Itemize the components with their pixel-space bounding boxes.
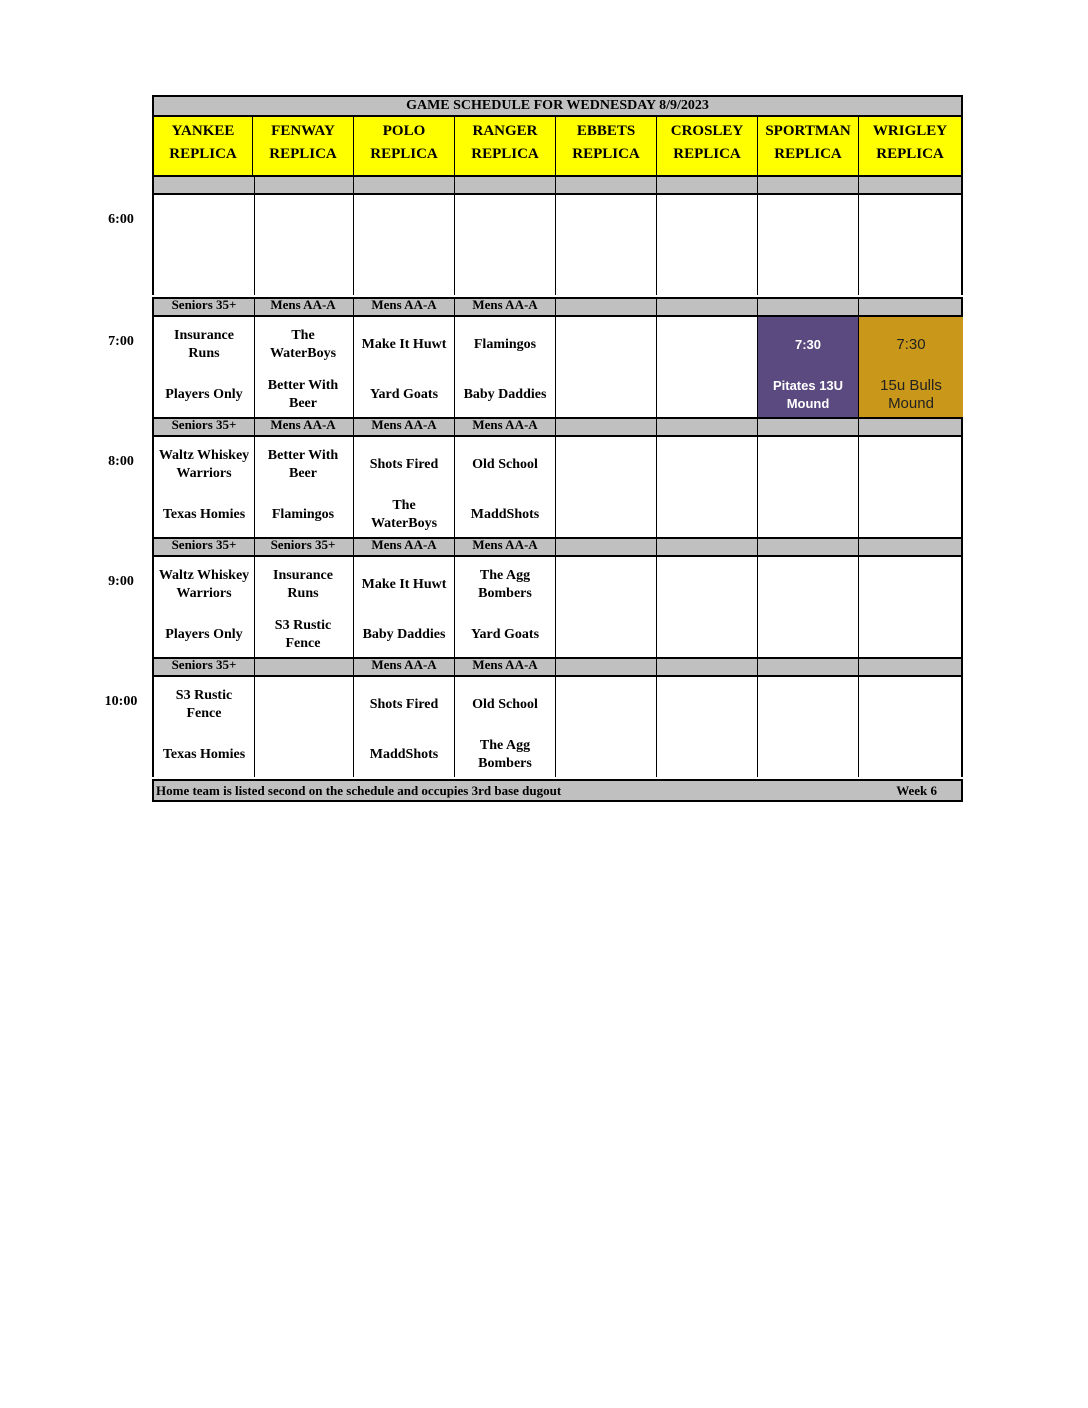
field-header-7 <box>859 117 963 175</box>
team-name: Better With Beer <box>267 378 339 411</box>
home-team <box>859 615 963 655</box>
away-team <box>154 203 254 243</box>
home-team <box>455 253 555 293</box>
time-label: 6:00 <box>108 212 134 227</box>
division-label <box>657 419 758 435</box>
division-row <box>152 297 963 317</box>
away-team <box>253 325 353 365</box>
home-team <box>657 375 757 415</box>
division-label <box>556 419 657 435</box>
footer-note: Home team is listed second on the schedule and occupies 3rd base dugout <box>156 783 562 798</box>
game-cell <box>657 557 758 657</box>
division-label: Mens AA-A <box>354 659 455 675</box>
game-cell <box>354 317 455 417</box>
home-team <box>253 495 353 535</box>
game-cell <box>154 317 255 417</box>
away-team <box>154 565 254 605</box>
division-label: Mens AA-A <box>455 539 556 555</box>
division-row <box>152 537 963 557</box>
division-label <box>154 177 255 193</box>
footer-bar <box>152 779 963 802</box>
team-name: Baby Daddies <box>463 387 547 402</box>
home-team <box>455 615 555 655</box>
team-name: The Agg Bombers <box>478 738 532 771</box>
home-team <box>556 735 656 775</box>
team-name: The WaterBoys <box>370 498 438 531</box>
away-team <box>354 565 454 605</box>
away-team <box>154 685 254 725</box>
division-label: Mens AA-A <box>455 659 556 675</box>
home-team <box>354 495 454 535</box>
home-team <box>758 615 858 655</box>
team-name: Yard Goats <box>369 387 439 402</box>
team-name: Insurance Runs <box>174 328 234 361</box>
game-cell <box>556 557 657 657</box>
division-label <box>859 539 963 555</box>
away-team <box>657 445 757 485</box>
game-cell <box>657 195 758 295</box>
team-name: MaddShots <box>470 507 540 522</box>
game-cell <box>354 557 455 657</box>
division-label <box>859 299 963 315</box>
game-cell <box>859 195 963 295</box>
field-name: POLO <box>382 123 426 139</box>
game-cell <box>253 195 354 295</box>
home-team <box>253 615 353 655</box>
away-team <box>253 445 353 485</box>
team-name: Insurance Runs <box>273 568 333 601</box>
home-team <box>253 253 353 293</box>
home-team <box>556 253 656 293</box>
division-row <box>152 175 963 195</box>
division-label: Seniors 35+ <box>154 419 255 435</box>
home-team <box>657 495 757 535</box>
game-cell <box>455 317 556 417</box>
field-name: CROSLEY <box>670 123 744 139</box>
week-label: Week 6 <box>896 783 937 798</box>
division-label: Mens AA-A <box>253 419 354 435</box>
team-name: 15u Bulls Mound <box>880 377 942 412</box>
division-label: Mens AA-A <box>455 299 556 315</box>
away-team <box>657 685 757 725</box>
division-label <box>253 177 354 193</box>
division-label <box>758 177 859 193</box>
team-name: Pitates 13U Mound <box>772 378 844 411</box>
game-cell <box>657 677 758 777</box>
division-label: Mens AA-A <box>455 419 556 435</box>
field-header-6 <box>758 117 859 175</box>
team-name: Flamingos <box>271 507 335 522</box>
team-name: 7:30 <box>896 336 926 353</box>
time-slot-block <box>152 677 963 777</box>
game-cell <box>253 557 354 657</box>
field-header-1 <box>253 117 354 175</box>
away-team <box>859 445 963 485</box>
field-name: YANKEE <box>171 123 235 139</box>
division-row <box>152 657 963 677</box>
field-sub: REPLICA <box>572 146 640 162</box>
field-sub: REPLICA <box>774 146 842 162</box>
field-header-2 <box>354 117 455 175</box>
home-team <box>758 253 858 293</box>
game-cell <box>154 557 255 657</box>
home-team <box>455 495 555 535</box>
field-sub: REPLICA <box>370 146 438 162</box>
division-label <box>455 177 556 193</box>
away-team <box>354 445 454 485</box>
game-cell <box>556 437 657 537</box>
home-team <box>859 735 963 775</box>
division-label <box>758 539 859 555</box>
division-label <box>758 419 859 435</box>
home-team <box>758 495 858 535</box>
team-name: Old School <box>472 697 538 712</box>
field-header-3 <box>455 117 556 175</box>
team-name: The Agg Bombers <box>478 568 532 601</box>
home-team <box>657 253 757 293</box>
game-cell <box>354 195 455 295</box>
division-label: Mens AA-A <box>354 419 455 435</box>
away-team <box>556 565 656 605</box>
time-slot-block <box>152 195 963 295</box>
away-team <box>556 203 656 243</box>
division-label <box>758 299 859 315</box>
home-team <box>253 375 353 415</box>
game-cell <box>253 677 354 777</box>
field-sub: REPLICA <box>269 146 337 162</box>
division-label <box>859 419 963 435</box>
game-cell <box>758 317 859 417</box>
division-label <box>859 177 963 193</box>
home-team <box>758 735 858 775</box>
division-label <box>253 659 354 675</box>
game-cell <box>859 317 963 417</box>
time-label: 7:00 <box>108 334 134 349</box>
field-name: EBBETS <box>576 123 636 139</box>
team-name: Make It Huwt <box>361 337 447 352</box>
game-cell <box>455 557 556 657</box>
time-label: 8:00 <box>108 454 134 469</box>
team-name: Flamingos <box>473 337 537 352</box>
away-team <box>556 445 656 485</box>
field-name: RANGER <box>472 123 538 139</box>
away-team <box>253 565 353 605</box>
team-name: Make It Huwt <box>361 577 447 592</box>
team-name: The WaterBoys <box>269 328 337 361</box>
game-cell <box>455 437 556 537</box>
team-name: Shots Fired <box>369 697 439 712</box>
away-team <box>154 445 254 485</box>
away-team <box>859 685 963 725</box>
home-team <box>154 615 254 655</box>
game-cell <box>253 317 354 417</box>
away-team <box>253 685 353 725</box>
game-cell <box>758 195 859 295</box>
game-cell <box>758 677 859 777</box>
home-team <box>455 375 555 415</box>
game-cell <box>154 677 255 777</box>
home-team <box>859 375 963 415</box>
team-name: S3 Rustic Fence <box>274 618 332 651</box>
division-label <box>657 539 758 555</box>
field-header-5 <box>657 117 758 175</box>
team-name: Waltz Whiskey Warriors <box>158 568 250 601</box>
home-team <box>154 735 254 775</box>
away-team <box>859 325 963 365</box>
home-team <box>354 375 454 415</box>
team-name: Yard Goats <box>470 627 540 642</box>
home-team <box>556 375 656 415</box>
team-name: Texas Homies <box>162 747 246 762</box>
home-team <box>154 375 254 415</box>
away-team <box>758 325 858 365</box>
division-label: Mens AA-A <box>253 299 354 315</box>
away-team <box>758 203 858 243</box>
away-team <box>455 203 555 243</box>
game-cell <box>154 437 255 537</box>
time-slot-block <box>152 557 963 657</box>
away-team <box>455 685 555 725</box>
field-name: SPORTMAN <box>765 123 851 139</box>
away-team <box>154 325 254 365</box>
time-slot-block <box>152 317 963 417</box>
schedule-title: GAME SCHEDULE FOR WEDNESDAY 8/9/2023 <box>152 95 963 117</box>
team-name: S3 Rustic Fence <box>175 688 233 721</box>
home-team <box>556 615 656 655</box>
home-team <box>354 735 454 775</box>
schedule-sheet <box>152 95 963 801</box>
division-label <box>556 659 657 675</box>
field-sub: REPLICA <box>471 146 539 162</box>
game-cell <box>657 437 758 537</box>
game-cell <box>556 677 657 777</box>
home-team <box>859 253 963 293</box>
division-label <box>354 177 455 193</box>
team-name: Players Only <box>165 627 243 642</box>
away-team <box>758 685 858 725</box>
division-label <box>657 177 758 193</box>
division-label <box>758 659 859 675</box>
away-team <box>657 325 757 365</box>
home-team <box>657 615 757 655</box>
game-cell <box>354 437 455 537</box>
away-team <box>657 565 757 605</box>
team-name: MaddShots <box>369 747 439 762</box>
team-name: Texas Homies <box>162 507 246 522</box>
home-team <box>154 495 254 535</box>
game-cell <box>154 195 255 295</box>
team-name: Better With Beer <box>267 448 339 481</box>
time-label: 9:00 <box>108 574 134 589</box>
team-name: Players Only <box>165 387 243 402</box>
game-cell <box>253 437 354 537</box>
division-label <box>556 539 657 555</box>
away-team <box>556 685 656 725</box>
division-label <box>657 659 758 675</box>
game-cell <box>556 317 657 417</box>
game-cell <box>455 195 556 295</box>
team-name: Waltz Whiskey Warriors <box>158 448 250 481</box>
division-label: Seniors 35+ <box>154 299 255 315</box>
field-name: FENWAY <box>271 123 335 139</box>
division-label <box>556 177 657 193</box>
game-cell <box>758 437 859 537</box>
away-team <box>455 445 555 485</box>
away-team <box>859 565 963 605</box>
field-sub: REPLICA <box>673 146 741 162</box>
away-team <box>758 565 858 605</box>
field-header-4 <box>556 117 657 175</box>
home-team <box>154 253 254 293</box>
home-team <box>556 495 656 535</box>
division-label: Mens AA-A <box>354 539 455 555</box>
game-cell <box>455 677 556 777</box>
field-name: WRIGLEY <box>872 123 948 139</box>
division-row <box>152 417 963 437</box>
home-team <box>657 735 757 775</box>
team-name: 7:30 <box>794 337 822 352</box>
time-label: 10:00 <box>104 694 138 709</box>
division-label <box>859 659 963 675</box>
division-label: Seniors 35+ <box>154 539 255 555</box>
home-team <box>758 375 858 415</box>
field-sub: REPLICA <box>876 146 944 162</box>
team-name: Shots Fired <box>369 457 439 472</box>
field-sub: REPLICA <box>169 146 237 162</box>
away-team <box>859 203 963 243</box>
team-name: Old School <box>472 457 538 472</box>
division-label: Seniors 35+ <box>253 539 354 555</box>
division-label <box>556 299 657 315</box>
team-name: Baby Daddies <box>362 627 446 642</box>
home-team <box>354 615 454 655</box>
away-team <box>354 685 454 725</box>
game-cell <box>859 677 963 777</box>
home-team <box>859 495 963 535</box>
field-header-0 <box>152 117 253 175</box>
time-slot-block <box>152 437 963 537</box>
game-cell <box>556 195 657 295</box>
game-cell <box>657 317 758 417</box>
game-cell <box>859 437 963 537</box>
game-cell <box>758 557 859 657</box>
away-team <box>556 325 656 365</box>
division-label: Seniors 35+ <box>154 659 255 675</box>
away-team <box>657 203 757 243</box>
game-cell <box>354 677 455 777</box>
away-team <box>253 203 353 243</box>
home-team <box>253 735 353 775</box>
away-team <box>354 203 454 243</box>
division-label: Mens AA-A <box>354 299 455 315</box>
away-team <box>758 445 858 485</box>
game-cell <box>859 557 963 657</box>
home-team <box>354 253 454 293</box>
home-team <box>455 735 555 775</box>
away-team <box>455 325 555 365</box>
away-team <box>455 565 555 605</box>
division-label <box>657 299 758 315</box>
away-team <box>354 325 454 365</box>
